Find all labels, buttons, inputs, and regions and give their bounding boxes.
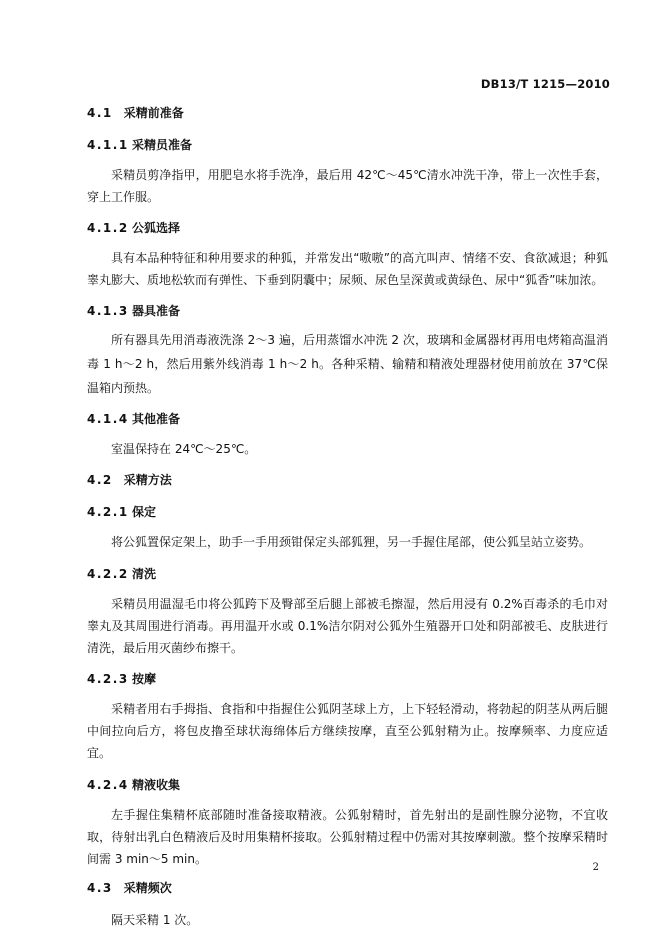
section-title: 公狐选择 [132, 221, 181, 235]
section-title: 器具准备 [132, 304, 181, 318]
section-number: 4.2.3 [87, 672, 129, 686]
section-title: 采精方法 [123, 473, 172, 487]
section-number: 4.3 [87, 881, 113, 895]
section-number: 4.2.1 [87, 505, 129, 519]
section-paragraph-4-1-4: 室温保持在 24℃～25℃。 [111, 442, 257, 456]
section-title: 清洗 [132, 567, 157, 581]
section-heading-4-1-4 [87, 410, 608, 428]
section-heading-4-2-4 [87, 776, 608, 794]
document-body [87, 104, 608, 931]
section-number: 4.1 [87, 106, 113, 120]
section-heading-4-1 [87, 104, 608, 122]
section-paragraph-4-1-1: 采精员剪净指甲，用肥皂水将手洗净，最后用 42℃～45℃清水冲洗干净，带上一次性手套，穿上工作服。 [87, 168, 608, 204]
section-heading-4-2-2 [87, 565, 608, 583]
section-heading-4-1-3 [87, 302, 608, 320]
section-title: 采精员准备 [132, 138, 193, 152]
section-heading-4-3 [87, 879, 608, 897]
section-paragraph-4-1-2: 具有本品种特征和种用要求的种狐，并常发出“嗷嗷”的高亢叫声、情绪不安、食欲减退；种狐睾丸膨大、质地松软而有弹性、下垂到阴囊中；尿频、尿色呈深黄或黄绿色、尿中“狐香”味加浓。 [87, 251, 608, 287]
section-number: 4.1.2 [87, 221, 129, 235]
section-paragraph-4-2-3: 采精者用右手拇指、食指和中指握住公狐阴茎球上方，上下轻轻滑动，将勃起的阴茎从两后腿中间拉向后方，将包皮撸至球状海绵体后方继续按摩，直至公狐射精为止。按摩频率、力度应适宜。 [87, 702, 608, 760]
section-number: 4.2 [87, 473, 113, 487]
document-code: DB13/T 1215—2010 [480, 77, 610, 91]
section-title: 保定 [132, 505, 157, 519]
section-title: 采精频次 [123, 881, 172, 895]
section-heading-4-2-3 [87, 670, 608, 688]
section-paragraph-4-2-1: 将公狐置保定架上，助手一手用颈钳保定头部狐狸，另一手握住尾部，使公狐呈站立姿势。 [111, 535, 592, 549]
section-heading-4-1-1 [87, 136, 608, 154]
section-number: 4.1.4 [87, 412, 129, 426]
section-number: 4.1.3 [87, 304, 129, 318]
page-number: 2 [592, 862, 599, 873]
section-title: 采精前准备 [123, 106, 184, 120]
section-title: 精液收集 [132, 778, 181, 792]
section-title: 其他准备 [132, 412, 181, 426]
section-number: 4.1.1 [87, 138, 129, 152]
section-paragraph-4-3: 隔天采精 1 次。 [111, 913, 199, 927]
section-heading-4-2-1 [87, 503, 608, 521]
section-number: 4.2.4 [87, 778, 129, 792]
section-heading-4-1-2 [87, 219, 608, 237]
section-number: 4.2.2 [87, 567, 129, 581]
section-paragraph-4-2-2: 采精员用温湿毛巾将公狐跨下及臀部至后腿上部被毛擦湿，然后用浸有 0.2%百毒杀的毛巾对睾丸及其周围进行消毒。再用温开水或 0.1%洁尔阴对公狐外生殖器开口处和阴部被毛、皮肤进行清洗，最后用灭菌纱布擦干。 [87, 597, 608, 655]
section-title: 按摩 [132, 672, 157, 686]
section-paragraph-4-1-3: 所有器具先用消毒液洗涤 2～3 遍，后用蒸馏水冲洗 2 次，玻璃和金属器材再用电烤箱高温消毒 1 h～2 h，然后用紫外线消毒 1 h～2 h。各种采精、输精和精液处理器材使用前放在 37℃保温箱内预热。 [87, 333, 608, 395]
section-heading-4-2 [87, 471, 608, 489]
section-paragraph-4-2-4: 左手握住集精杯底部随时准备接取精液。公狐射精时，首先射出的是副性腺分泌物，不宜收取，待射出乳白色精液后及时用集精杯接取。公狐射精过程中仍需对其按摩刺激。整个按摩采精时间需 3 min～5 min。 [87, 808, 608, 866]
